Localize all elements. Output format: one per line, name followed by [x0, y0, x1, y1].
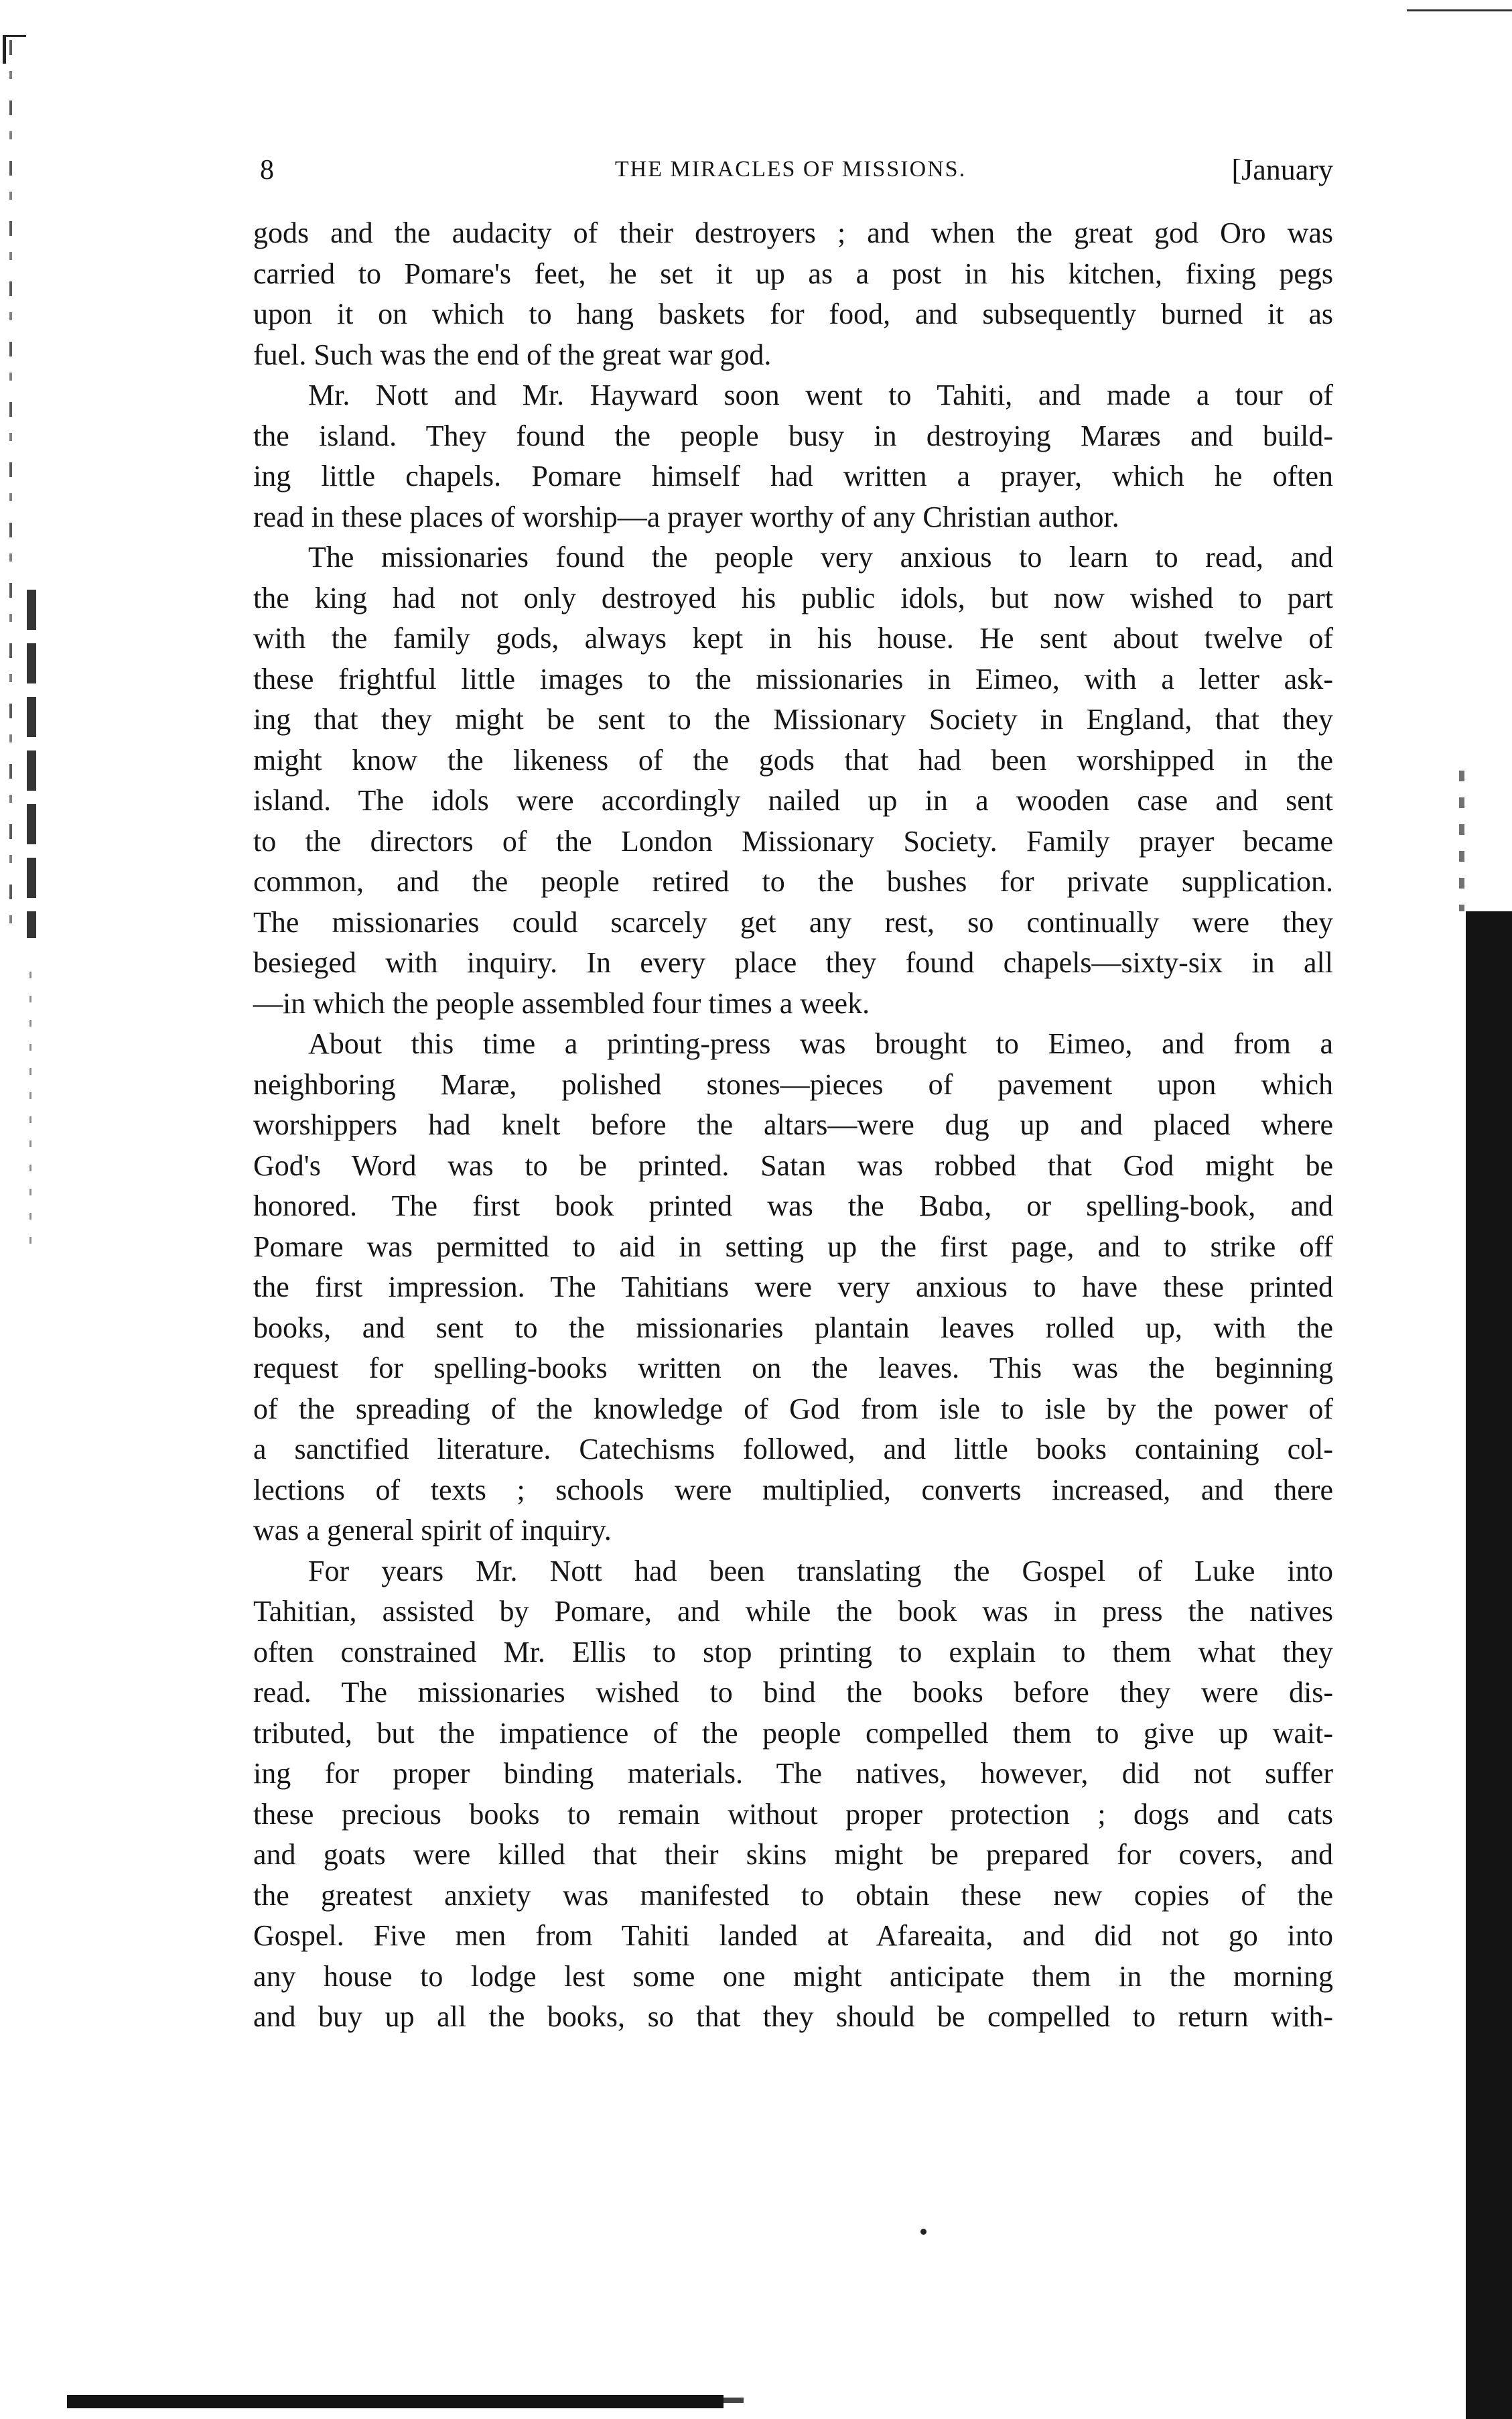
text-line: island. The idols were accordingly nailed up in a wooden case and sent — [253, 784, 1333, 817]
scan-right-margin-artifact — [1459, 771, 1464, 911]
running-month: [January — [1231, 153, 1333, 186]
text-line: the first impression. The Tahitians were very anxious to have these printed — [253, 1270, 1333, 1303]
page-number: 8 — [260, 155, 274, 186]
text-line: often constrained Mr. Ellis to stop printing to explain to them what they — [253, 1635, 1333, 1669]
text-line: books, and sent to the missionaries plantain leaves rolled up, with the — [253, 1311, 1333, 1344]
text-line: the island. They found the people busy in destroying Maræs and build- — [253, 419, 1333, 452]
text-line: common, and the people retired to the bushes for private supplication. — [253, 865, 1333, 898]
text-line: —in which the people assembled four times a week. — [253, 986, 870, 1020]
scan-corner-mark — [3, 35, 26, 64]
text-line: any house to lodge lest some one might anticipate them in the morning — [253, 1959, 1333, 1993]
text-line: lections of texts ; schools were multiplied, converts increased, and there — [253, 1473, 1333, 1506]
text-line: and goats were killed that their skins might be prepared for covers, and — [253, 1838, 1333, 1871]
text-line: to the directors of the London Missionary Society. Family prayer became — [253, 824, 1333, 858]
scan-left-margin-artifact — [29, 972, 31, 1253]
text-line: request for spelling-books written on the leaves. This was the beginning — [253, 1352, 1333, 1384]
text-line: the greatest anxiety was manifested to obtain these new copies of the — [253, 1878, 1333, 1912]
text-line: The missionaries could scarcely get any rest, so continually were they — [253, 905, 1333, 939]
text-line: gods and the audacity of their destroyers ; and when the great god Oro was — [253, 216, 1333, 249]
scan-bottom-edge-shadow — [724, 2398, 744, 2403]
text-line: and buy up all the books, so that they should be compelled to return with- — [253, 2000, 1333, 2033]
text-line: ing little chapels. Pomare himself had written a prayer, which he often — [253, 460, 1333, 493]
text-line: fuel. Such was the end of the great war god. — [253, 338, 772, 371]
text-line: with the family gods, always kept in his house. He sent about twelve of — [253, 622, 1333, 655]
text-line: the king had not only destroyed his public idols, but now wished to part — [253, 581, 1333, 614]
running-head — [248, 149, 1333, 189]
scan-top-rule — [1407, 9, 1512, 11]
text-line: besieged with inquiry. In every place they found chapels—sixty-six in all — [253, 946, 1333, 979]
text-line: Tahitian, assisted by Pomare, and while the book was in press the natives — [253, 1595, 1333, 1628]
scan-left-margin-artifact — [9, 40, 12, 931]
text-line: these precious books to remain without proper protection ; dogs and cats — [253, 1797, 1333, 1831]
text-line: worshippers had knelt before the altars—were dug up and placed where — [253, 1108, 1333, 1141]
running-title: THE MIRACLES OF MISSIONS. — [614, 157, 967, 182]
text-line: read in these places of worship—a prayer worthy of any Christian author. — [253, 500, 1119, 533]
text-line: About this time a printing-press was brought to Eimeo, and from a — [308, 1027, 1333, 1060]
scan-right-edge-shadow — [1466, 911, 1512, 2419]
text-line: upon it on which to hang baskets for food, and subsequently burned it as — [253, 298, 1333, 330]
text-line: of the spreading of the knowledge of God from isle to isle by the power of — [253, 1392, 1333, 1425]
text-line: God's Word was to be printed. Satan was robbed that God might be — [253, 1149, 1333, 1182]
text-line: might know the likeness of the gods that had been worshipped in the — [253, 743, 1333, 777]
text-line: For years Mr. Nott had been translating the Gospel of Luke into — [308, 1554, 1333, 1587]
text-line: ing that they might be sent to the Missionary Society in England, that they — [253, 703, 1333, 736]
scan-left-margin-artifact — [27, 590, 36, 938]
text-line: these frightful little images to the missionaries in Eimeo, with a letter ask- — [253, 662, 1333, 696]
text-line: Pomare was permitted to aid in setting up the first page, and to strike off — [253, 1230, 1333, 1263]
text-line: was a general spirit of inquiry. — [253, 1514, 612, 1547]
text-line: tributed, but the impatience of the people compelled them to give up wait- — [253, 1716, 1333, 1750]
text-line: Gospel. Five men from Tahiti landed at Afareaita, and did not go into — [253, 1919, 1333, 1952]
text-line: Mr. Nott and Mr. Hayward soon went to Tahiti, and made a tour of — [308, 379, 1333, 411]
text-line: ing for proper binding materials. The natives, however, did not suffer — [253, 1757, 1333, 1790]
scan-bottom-edge-shadow — [67, 2395, 724, 2408]
text-line: carried to Pomare's feet, he set it up as a post in his kitchen, fixing pegs — [253, 257, 1333, 290]
text-line: The missionaries found the people very anxious to learn to read, and — [308, 541, 1333, 574]
text-line: read. The missionaries wished to bind the books before they were dis- — [253, 1676, 1333, 1709]
text-line: a sanctified literature. Catechisms followed, and little books containing col- — [253, 1433, 1333, 1465]
print-speck — [920, 2229, 926, 2235]
text-line: neighboring Maræ, polished stones—pieces of pavement upon which — [253, 1067, 1333, 1101]
text-line: honored. The first book printed was the Bɑbɑ, or spelling-book, and — [253, 1189, 1333, 1222]
body-text — [253, 213, 1333, 2038]
